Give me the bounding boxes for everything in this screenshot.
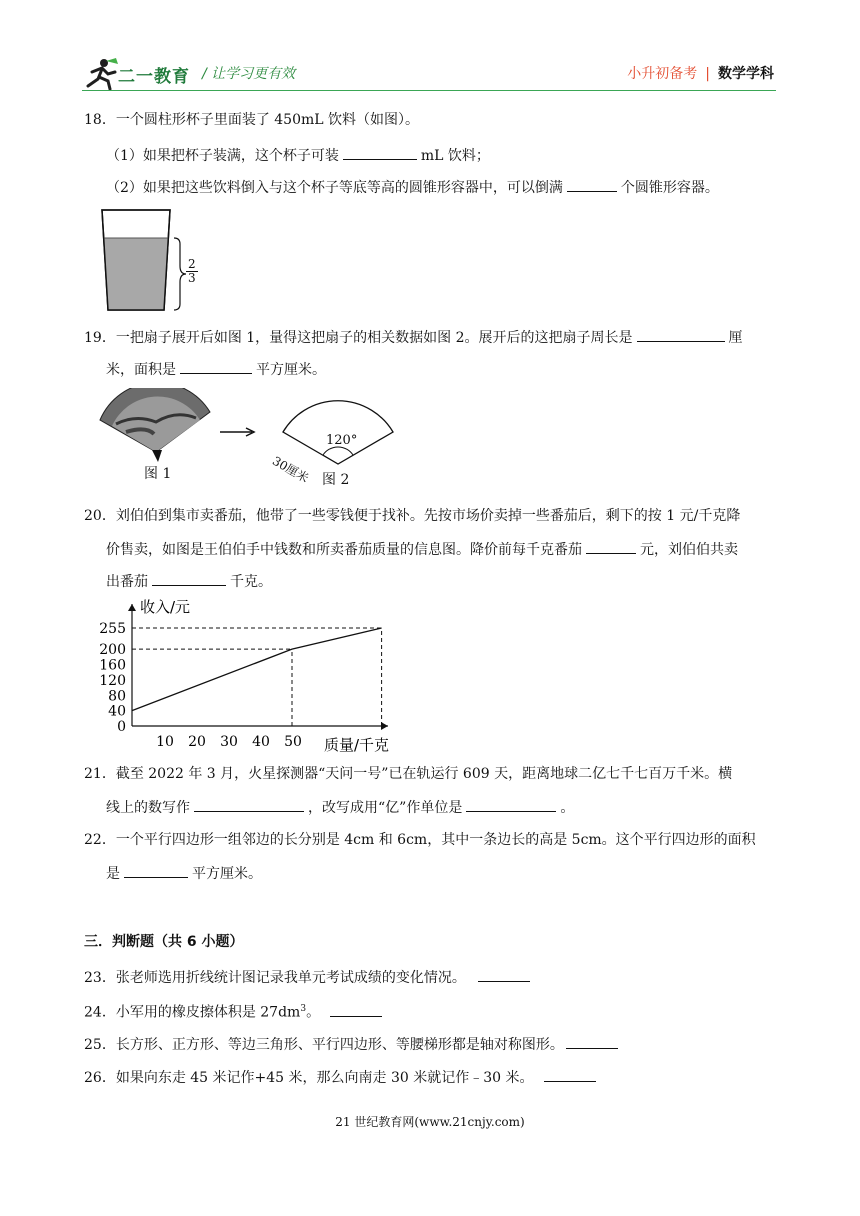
page-header bbox=[0, 0, 860, 100]
q19-line2: 米，面积是 平方厘米。 bbox=[106, 359, 326, 379]
y-tick-label: 200 bbox=[99, 642, 126, 659]
y-tick-label: 80 bbox=[108, 688, 126, 705]
q19-blank1[interactable] bbox=[637, 327, 725, 342]
y-tick-label: 0 bbox=[117, 719, 126, 735]
x-axis-label: 质量/千克 bbox=[324, 736, 390, 754]
q23: 23．张老师选用折线统计图记录我单元考试成绩的变化情况。 bbox=[84, 967, 534, 987]
q20-line1: 20．刘伯伯到集市卖番茄，他带了一些零钱便于找补。先按市场价卖掉一些番茄后，剩下的按 1 元/千克降 bbox=[84, 508, 741, 524]
q26: 26．如果向东走 45 米记作+45 米，那么向南走 30 米就记作﹣30 米。 bbox=[84, 1067, 600, 1087]
exam-type-label: 小升初备考 bbox=[627, 66, 698, 82]
q23-blank[interactable] bbox=[478, 967, 530, 982]
radius-label: 30厘米 bbox=[270, 453, 312, 486]
income-weight-chart bbox=[96, 594, 416, 758]
q19-line1: 19．一把扇子展开后如图 1，量得这把扇子的相关数据如图 2。展开后的这把扇子周长是 厘 bbox=[84, 327, 743, 347]
q26-blank[interactable] bbox=[544, 1067, 596, 1082]
runner-logo-icon bbox=[82, 58, 120, 90]
y-axis-arrow-icon bbox=[128, 604, 136, 611]
q18-blank2[interactable] bbox=[567, 177, 617, 192]
q25: 25．长方形、正方形、等边三角形、平行四边形、等腰梯形都是轴对称图形。 bbox=[84, 1034, 622, 1054]
x-tick-label: 50 bbox=[284, 734, 302, 750]
x-tick-label: 30 bbox=[220, 734, 238, 750]
q21-line2: 线上的数写作 ，改写成用“亿”作单位是 。 bbox=[106, 797, 574, 817]
q18-fraction: $\frac{2}{3}$ bbox=[188, 257, 196, 285]
q22-blank[interactable] bbox=[124, 863, 188, 878]
q18-part1: （1）如果把杯子装满，这个杯子可装 mL 饮料； bbox=[106, 145, 490, 165]
q20-blank2[interactable] bbox=[152, 571, 226, 586]
subject-label: 数学学科 bbox=[718, 66, 774, 82]
series-line bbox=[132, 628, 382, 711]
header-divider bbox=[82, 90, 776, 91]
q18-blank1[interactable] bbox=[343, 145, 417, 160]
header-separator: | bbox=[705, 66, 710, 82]
q24-blank[interactable] bbox=[330, 1002, 382, 1017]
q20-blank1[interactable] bbox=[586, 539, 636, 554]
q20-line3: 出番茄 千克。 bbox=[106, 571, 272, 591]
q18-stem: 18．一个圆柱形杯子里面装了 450mL 饮料（如图）。 bbox=[84, 112, 420, 128]
y-tick-label: 255 bbox=[99, 621, 126, 637]
q21-blank2[interactable] bbox=[466, 797, 556, 812]
y-axis-label: 收入/元 bbox=[140, 598, 191, 616]
header-slogan: / 让学习更有效 bbox=[202, 66, 296, 82]
logo-text: 二一教育 bbox=[118, 67, 190, 87]
section-title: 三．判断题（共 6 小题） bbox=[84, 934, 244, 950]
angle-label: 120° bbox=[326, 433, 358, 448]
q21-line1: 21．截至 2022 年 3 月，火星探测器“天问一号”已在轨运行 609 天，距离地球二亿七千七百万千米。横 bbox=[84, 766, 733, 782]
y-tick-label: 120 bbox=[99, 672, 126, 689]
q21-blank1[interactable] bbox=[194, 797, 304, 812]
x-tick-label: 40 bbox=[252, 734, 270, 750]
x-tick-label: 10 bbox=[156, 734, 174, 750]
q25-blank[interactable] bbox=[566, 1034, 618, 1049]
q24: 24．小军用的橡皮擦体积是 $27dm^3$。 bbox=[84, 1000, 386, 1022]
q22-line1: 22．一个平行四边形一组邻边的长分别是 4cm 和 6cm，其中一条边长的高是 5cm。这个平行四边形的面积 bbox=[84, 832, 756, 848]
q18-part2: （2）如果把这些饮料倒入与这个杯子等底等高的圆锥形容器中，可以倒满 个圆锥形容器。 bbox=[106, 177, 719, 197]
y-tick-label: 40 bbox=[108, 703, 126, 720]
q19-blank2[interactable] bbox=[180, 359, 252, 374]
fig1-caption: 图 1 bbox=[144, 466, 172, 482]
x-tick-label: 20 bbox=[188, 734, 206, 750]
page-footer: 21 世纪教育网(www.21cnjy.com) bbox=[335, 1115, 525, 1129]
q20-line2: 价售卖，如图是王伯伯手中钱数和所卖番茄质量的信息图。降价前每千克番茄 元，刘伯伯共卖 bbox=[106, 539, 738, 559]
y-tick-label: 160 bbox=[99, 657, 126, 674]
fig2-caption: 图 2 bbox=[322, 472, 350, 488]
header-subject bbox=[627, 63, 774, 83]
q22-line2: 是 平方厘米。 bbox=[106, 863, 262, 883]
